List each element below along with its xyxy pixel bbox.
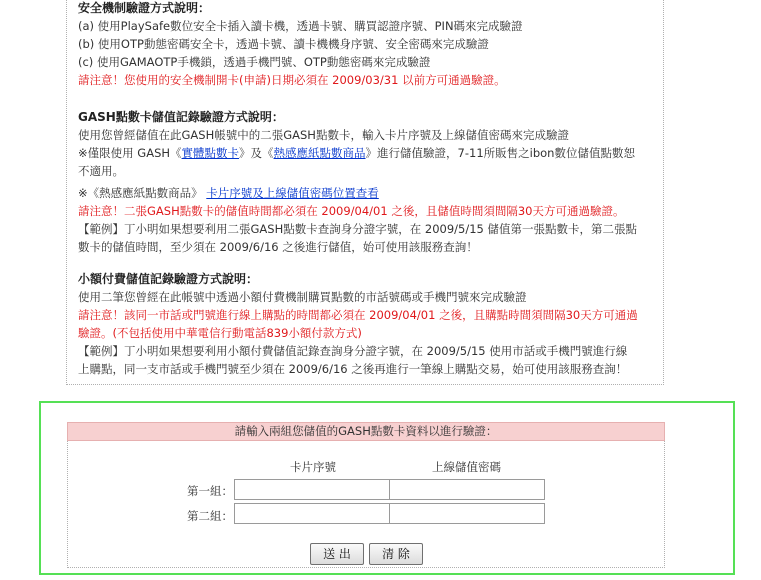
micropay-notice-2: 驗證。(不包括使用中華電信行動電話839小額付款方式)	[78, 326, 362, 340]
micropay-notice-1: 請注意！該同一市話或門號進行線上購點的時間都必須在 2009/04/01 之後，且購點時間須間隔30天方可通過	[78, 308, 638, 322]
row1-label: 第一組：	[187, 484, 233, 498]
micropay-example-2: 上購點，同一支市話或手機門號至少須在 2009/6/16 之後再進行一筆線上購點交易，始可使用該服務查詢！	[78, 362, 628, 376]
security-title: 安全機制驗證方式說明：	[78, 1, 211, 15]
security-section	[78, 0, 663, 89]
row1-serial-input[interactable]	[234, 479, 390, 500]
micropay-title: 小額付費儲值記錄驗證方式說明：	[78, 272, 259, 286]
gash-example-1: 【範例】丁小明如果想要利用二張GASH點數卡查詢身分證字號，在 2009/5/15 儲值第一張點數卡，第二張點	[78, 222, 637, 236]
row2-serial-input[interactable]	[234, 503, 390, 524]
security-notice: 請注意！您使用的安全機制開卡(申請)日期必須在 2009/03/31 以前方可通過驗證。	[78, 73, 506, 87]
thermal-product-link[interactable]: 熱感應紙點數商品	[273, 146, 366, 160]
micropay-section	[78, 270, 663, 378]
thermal-prefix: ※《熱感應紙點數商品》	[78, 186, 203, 200]
submit-button[interactable]: 送 出	[310, 543, 364, 565]
gash-title: GASH點數卡儲值記錄驗證方式說明：	[78, 110, 284, 124]
clear-button[interactable]: 清 除	[369, 543, 423, 565]
security-item-b: (b) 使用OTP動態密碼安全卡，透過卡號、讀卡機機身序號、安全密碼來完成驗證	[78, 37, 489, 51]
gash-desc: 使用您曾經儲值在此GASH帳號中的二張GASH點數卡，輸入卡片序號及上線儲值密碼來完成驗證	[78, 128, 569, 142]
gash-restriction-cont: 不適用。	[78, 164, 124, 178]
serial-location-link[interactable]: 卡片序號及上線儲值密碼位置查看	[206, 186, 379, 200]
form-header: 請輸入兩組您儲值的GASH點數卡資料以進行驗證：	[67, 422, 665, 441]
row2-label: 第二組：	[187, 509, 233, 523]
physical-card-link[interactable]: 實體點數卡	[181, 146, 240, 160]
micropay-desc: 使用二筆您曾經在此帳號中透過小額付費機制購買點數的市話號碼或手機門號來完成驗證	[78, 290, 527, 304]
gash-example-2: 數卡的儲值時間，至少須在 2009/6/16 之後進行儲值，始可使用該服務查詢！	[78, 240, 478, 254]
gash-restriction	[78, 144, 663, 162]
restriction-text-b: 》及《	[239, 146, 274, 160]
row1-password-input[interactable]	[389, 479, 545, 500]
gash-section	[78, 108, 663, 256]
security-item-a: (a) 使用PlaySafe數位安全卡插入讀卡機，透過卡號、購買認證序號、PIN碼來完成驗證	[78, 19, 523, 33]
gash-thermal-line	[78, 184, 663, 202]
micropay-example-1: 【範例】丁小明如果想要利用小額付費儲值記錄查詢身分證字號，在 2009/5/15 使用市話或手機門號進行線	[78, 344, 628, 358]
gash-notice: 請注意！二張GASH點數卡的儲值時間都必須在 2009/04/01 之後，且儲值時間須間隔30天方可通過驗證。	[78, 204, 625, 218]
col-online-password: 上線儲值密碼	[432, 460, 501, 474]
col-card-serial: 卡片序號	[290, 460, 336, 474]
restriction-text-a: ※僅限使用 GASH《	[78, 146, 182, 160]
security-item-c: (c) 使用GAMAOTP手機鎖，透過手機門號、OTP動態密碼來完成驗證	[78, 55, 431, 69]
restriction-text-c: 》進行儲值驗證，7-11所販售之ibon數位儲值點數恕	[365, 146, 635, 160]
row2-password-input[interactable]	[389, 503, 545, 524]
